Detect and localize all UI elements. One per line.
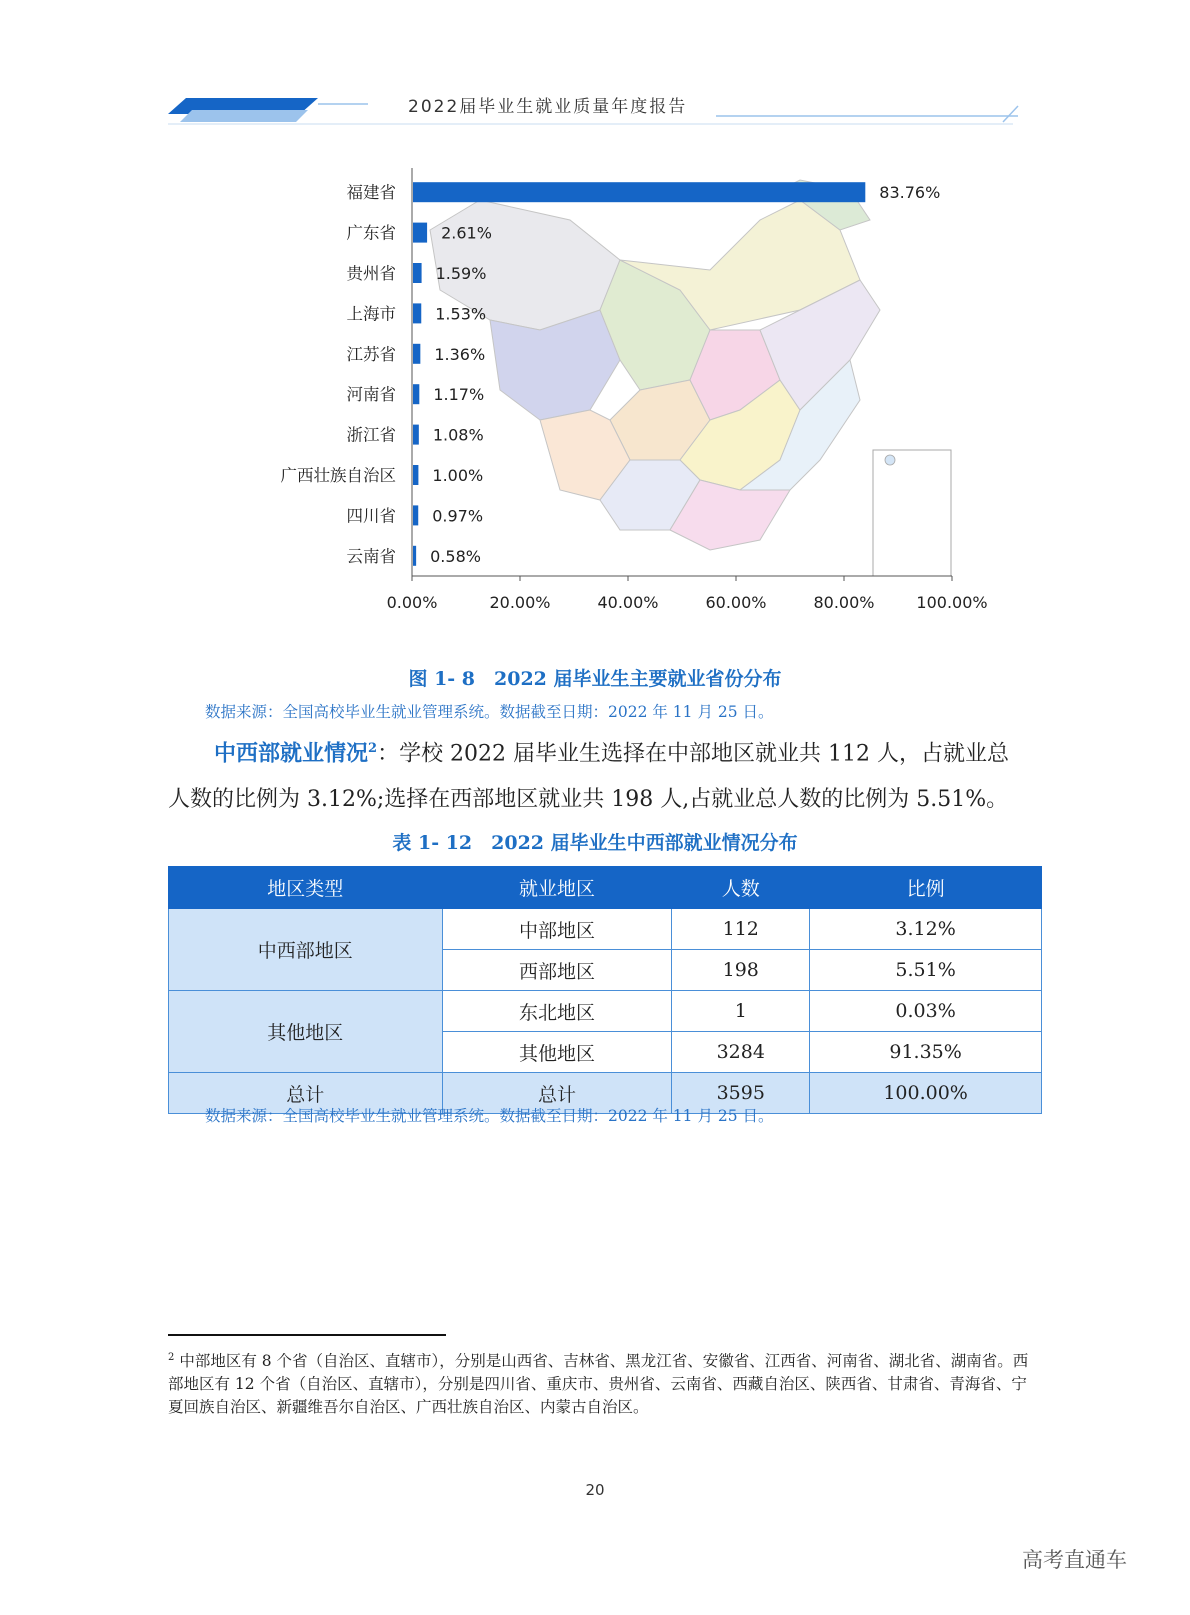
data-label: 0.58% [430,546,481,566]
x-tick-label: 40.00% [597,593,659,612]
header-title: 2022届毕业生就业质量年度报告 [408,97,688,117]
page-header [168,92,1038,132]
paragraph-line-2: 人数的比例为 3.12%;选择在西部地区就业共 198 人,占就业总人数的比例为 5.51%。 [168,787,1009,813]
ratio-cell: 91.35% [810,1032,1042,1073]
footnote-text: 中部地区有 8 个省（自治区、直辖市），分别是山西省、吉林省、黑龙江省、安徽省、江西省、河南省、湖北省、湖南省。西部地区有 12 个省（自治区、直辖市），分别是四川省、重庆市、贵州省、云南省、西藏自治区、陕西省、甘肃省、青海省、宁夏回族自治区、新疆维吾尔自治区、广西壮族自治区、内蒙古自治区。 [168,1352,1029,1417]
bar [413,303,421,323]
region-distribution-table [168,866,1042,1114]
paragraph-line-1 [168,726,1038,777]
data-label: 1.17% [433,385,485,405]
category-label: 贵州省 [346,264,396,283]
region-cell: 其他地区 [442,1032,672,1073]
total-ratio-cell: 100.00% [810,1073,1042,1114]
figure-caption: 图 1- 8 2022 届毕业生主要就业省份分布 [408,668,782,690]
bar [413,263,422,283]
category-label: 广西壮族自治区 [280,466,396,485]
total-region-cell: 总计 [442,1073,672,1114]
table-row [169,909,1042,950]
table-row [169,991,1042,1032]
chart-svg [240,160,1040,630]
region-cell: 中部地区 [442,909,672,950]
category-label: 河南省 [346,385,396,405]
bar [413,223,427,243]
ratio-cell: 5.51% [810,950,1042,991]
data-label: 1.08% [432,425,484,445]
paragraph-text-1: ：学校 2022 届毕业生选择在中部地区就业共 112 人，占就业总 [377,741,1010,767]
figure-source-note: 数据来源：全国高校毕业生就业管理系统。数据截至日期：2022 年 11 月 25 日。 [205,703,774,721]
data-label: 1.59% [435,264,487,283]
x-tick-label: 0.00% [386,593,438,612]
table-header-row [169,867,1042,909]
group-cell: 中西部地区 [169,909,443,991]
bar [413,465,418,485]
page-number: 20 [585,1481,605,1499]
count-cell: 112 [672,909,810,950]
data-label: 1.00% [432,466,484,485]
table-caption: 表 1- 12 2022 届毕业生中西部就业情况分布 [392,832,798,854]
header-count: 人数 [672,867,810,909]
bar [413,546,416,566]
region-cell: 西部地区 [442,950,672,991]
data-label: 2.61% [441,223,492,243]
bar [413,344,420,364]
paragraph-lead: 中西部就业情况 [214,740,369,767]
category-label: 浙江省 [346,425,396,445]
category-label: 广东省 [346,223,396,243]
data-label: 83.76% [879,183,941,203]
bar [413,425,419,445]
x-tick-label: 80.00% [813,593,875,612]
bar [413,182,865,202]
region-cell: 东北地区 [442,991,672,1032]
watermark-text: 高考直通车 [1022,1548,1127,1572]
category-label: 福建省 [346,183,396,203]
ratio-cell: 0.03% [810,991,1042,1032]
count-cell: 3284 [672,1032,810,1073]
category-label: 云南省 [346,546,396,566]
data-label: 1.53% [435,304,487,324]
header-region-type: 地区类型 [169,867,443,909]
count-cell: 198 [672,950,810,991]
header-employment-region: 就业地区 [442,867,672,909]
group-cell: 其他地区 [169,991,443,1073]
paragraph-footnote-ref[interactable]: 2 [368,741,378,756]
bar [413,384,419,404]
category-label: 江苏省 [346,344,396,364]
footnote [168,1346,1042,1419]
total-label-cell: 总计 [169,1073,443,1114]
ratio-cell: 3.12% [810,909,1042,950]
province-bar-chart [240,160,1040,630]
x-tick-label: 60.00% [705,593,767,612]
x-tick-label: 100.00% [916,593,988,612]
china-map-illustration [430,180,951,576]
total-count-cell: 3595 [672,1073,810,1114]
category-label: 四川省 [346,506,396,526]
footnote-rule [168,1334,446,1336]
bar [413,505,418,525]
header-ratio: 比例 [810,867,1042,909]
x-tick-label: 20.00% [489,593,551,612]
body-paragraph [168,726,1038,823]
footnote-marker: 2 [168,1352,175,1363]
data-label: 0.97% [432,506,484,526]
count-cell: 1 [672,991,810,1032]
category-label: 上海市 [346,304,396,324]
data-label: 1.36% [434,344,486,364]
table-source-note: 数据来源：全国高校毕业生就业管理系统。数据截至日期：2022 年 11 月 25 日。 [205,1107,774,1125]
